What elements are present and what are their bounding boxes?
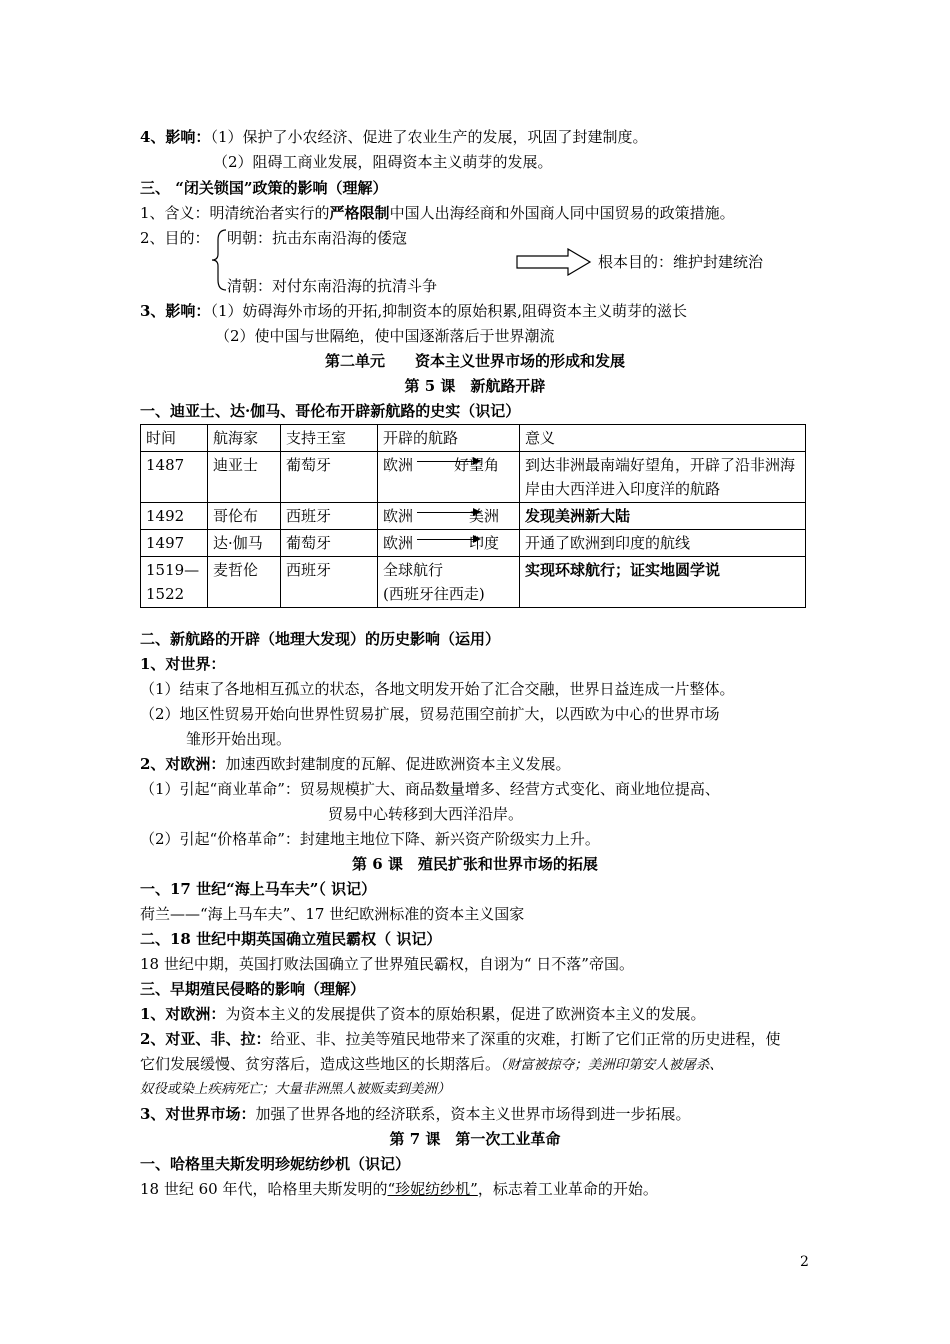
table-row: [141, 557, 806, 608]
closed-impact-2: （2）使中国与世隔绝，使中国逐渐落后于世界潮流: [215, 327, 555, 345]
closed-door-heading: 三、 “闭关锁国”政策的影响（理解）: [140, 179, 388, 197]
cell-meaning: 实现环球航行；证实地圆学说: [520, 557, 806, 608]
table-header-row: [141, 425, 806, 452]
europe-impact-1b: 贸易中心转移到大西洋沿岸。: [328, 805, 524, 823]
europe-impact-2: （2）引起“价格革命”：封建地主地位下降、新兴资产阶级实力上升。: [140, 830, 600, 848]
root-purpose: 根本目的：维护封建统治: [598, 253, 764, 271]
world-impact-2a: （2）地区性贸易开始向世界性贸易扩展，贸易范围空前扩大，以西欧为中心的世界市场: [140, 705, 720, 723]
cell-route: [378, 503, 520, 530]
closed-impact-1: 3、影响：（1）妨碍海外市场的开拓,抑制资本的原始积累,阻碍资本主义萌芽的滋长: [140, 302, 688, 320]
lesson5-heading1: 一、迪亚士、达·伽马、哥伦布开辟新航路的史实（识记）: [140, 402, 521, 420]
route-to: 美洲: [468, 507, 499, 525]
route-to: 好望角: [453, 456, 499, 474]
lesson6-heading2: 二、18 世纪中期英国确立殖民霸权（ 识记）: [140, 930, 442, 948]
hollow-arrow-icon: [516, 248, 592, 276]
table-header: 航海家: [208, 425, 281, 452]
cell-crown: 葡萄牙: [281, 452, 378, 503]
table-header: 时间: [141, 425, 208, 452]
effect-world-market: 3、对世界市场：加强了世界各地的经济联系，资本主义世界市场得到进一步拓展。: [140, 1105, 691, 1123]
table-header: 开辟的航路: [378, 425, 520, 452]
lesson6-heading3: 三、早期殖民侵略的影响（理解）: [140, 980, 366, 998]
world-label: 1、对世界：: [140, 655, 226, 673]
page-number: 2: [800, 1254, 809, 1270]
table-header: 支持王室: [281, 425, 378, 452]
purpose-ming: 明朝：抗击东南沿海的倭寇: [227, 229, 408, 247]
lesson6-title: 第 6 课 殖民扩张和世界市场的拓展: [352, 855, 598, 873]
lesson6-heading1: 一、17 世纪“海上马车夫”（ 识记）: [140, 880, 377, 898]
cell-year: 1519—1522: [141, 557, 208, 608]
curly-brace: [210, 228, 230, 292]
unit-title: 第二单元 资本主义世界市场的形成和发展: [324, 352, 625, 370]
cell-year: 1497: [141, 530, 208, 557]
cell-year: 1487: [141, 452, 208, 503]
effect-colonies-note: 奴役或染上疾病死亡；大量非洲黑人被贩卖到美洲）: [140, 1081, 451, 1097]
closed-door-meaning: 1、含义：明清统治者实行的严格限制中国人出海经商和外国商人同中国贸易的政策措施。: [140, 204, 735, 222]
cell-year: 1492: [141, 503, 208, 530]
route: [383, 504, 503, 528]
lesson5-heading2: 二、新航路的开辟（地理大发现）的历史影响（运用）: [140, 630, 501, 648]
cell-navigator: 迪亚士: [208, 452, 281, 503]
purpose-qing: 清朝：对付东南沿海的抗清斗争: [227, 277, 438, 295]
world-impact-2b: 雏形开始出现。: [186, 730, 292, 748]
table-row: [141, 503, 806, 530]
route-from: 欧洲: [383, 534, 414, 552]
lesson7-text1: 18 世纪 60 年代，哈格里夫斯发明的“珍妮纺纱机”，标志着工业革命的开始。: [140, 1180, 658, 1198]
navigation-table: [140, 424, 806, 608]
cell-crown: 西班牙: [281, 557, 378, 608]
route-to: 印度: [468, 534, 499, 552]
cell-navigator: 麦哲伦: [208, 557, 281, 608]
europe-impact: 2、对欧洲：加速西欧封建制度的瓦解、促进欧洲资本主义发展。: [140, 755, 571, 773]
lesson6-text2: 18 世纪中期，英国打败法国确立了世界殖民霸权，自诩为“ 日不落”帝国。: [140, 955, 634, 973]
impact-line-2: （2）阻碍工商业发展，阻碍资本主义萌芽的发展。: [213, 153, 553, 171]
effect-colonies-b: 它们发展缓慢、贫穷落后，造成这些地区的长期落后。（财富被掠夺；美洲印第安人被屠杀、: [140, 1055, 723, 1073]
cell-route: [378, 557, 520, 608]
cell-route: [378, 530, 520, 557]
cell-route: [378, 452, 520, 503]
route-line-1: 全球航行: [383, 561, 444, 579]
cell-meaning: 到达非洲最南端好望角，开辟了沿非洲海岸由大西洋进入印度洋的航路: [520, 452, 806, 503]
lesson7-heading1: 一、哈格里夫斯发明珍妮纺纱机（识记）: [140, 1155, 411, 1173]
lesson5-title: 第 5 课 新航路开辟: [404, 377, 546, 395]
route: [383, 531, 503, 555]
europe-impact-1a: （1）引起“商业革命”：贸易规模扩大、商品数量增多、经营方式变化、商业地位提高、: [140, 780, 720, 798]
route: [383, 453, 503, 477]
table-row: [141, 530, 806, 557]
cell-crown: 西班牙: [281, 503, 378, 530]
cell-meaning: 开通了欧洲到印度的航线: [520, 530, 806, 557]
table-header: 意义: [520, 425, 806, 452]
route-line-2: (西班牙往西走): [383, 585, 485, 603]
cell-meaning: 发现美洲新大陆: [520, 503, 806, 530]
route-from: 欧洲: [383, 507, 414, 525]
cell-crown: 葡萄牙: [281, 530, 378, 557]
cell-navigator: 达·伽马: [208, 530, 281, 557]
lesson7-title: 第 7 课 第一次工业革命: [389, 1130, 561, 1148]
effect-colonies-a: 2、对亚、非、拉：给亚、非、拉美等殖民地带来了深重的灾难，打断了它们正常的历史进程，使: [140, 1030, 781, 1048]
table-row: [141, 452, 806, 503]
impact-line-1: 4、影响：（1）保护了小农经济、促进了农业生产的发展，巩固了封建制度。: [140, 128, 648, 146]
world-impact-1: （1）结束了各地相互孤立的状态，各地文明发开始了汇合交融，世界日益连成一片整体。: [140, 680, 735, 698]
route-from: 欧洲: [383, 456, 414, 474]
effect-europe: 1、对欧洲：为资本主义的发展提供了资本的原始积累，促进了欧洲资本主义的发展。: [140, 1005, 706, 1023]
purpose-label: 2、目的：: [140, 229, 210, 247]
cell-navigator: 哥伦布: [208, 503, 281, 530]
lesson6-text1: 荷兰——“海上马车夫”、17 世纪欧洲标准的资本主义国家: [140, 905, 525, 923]
